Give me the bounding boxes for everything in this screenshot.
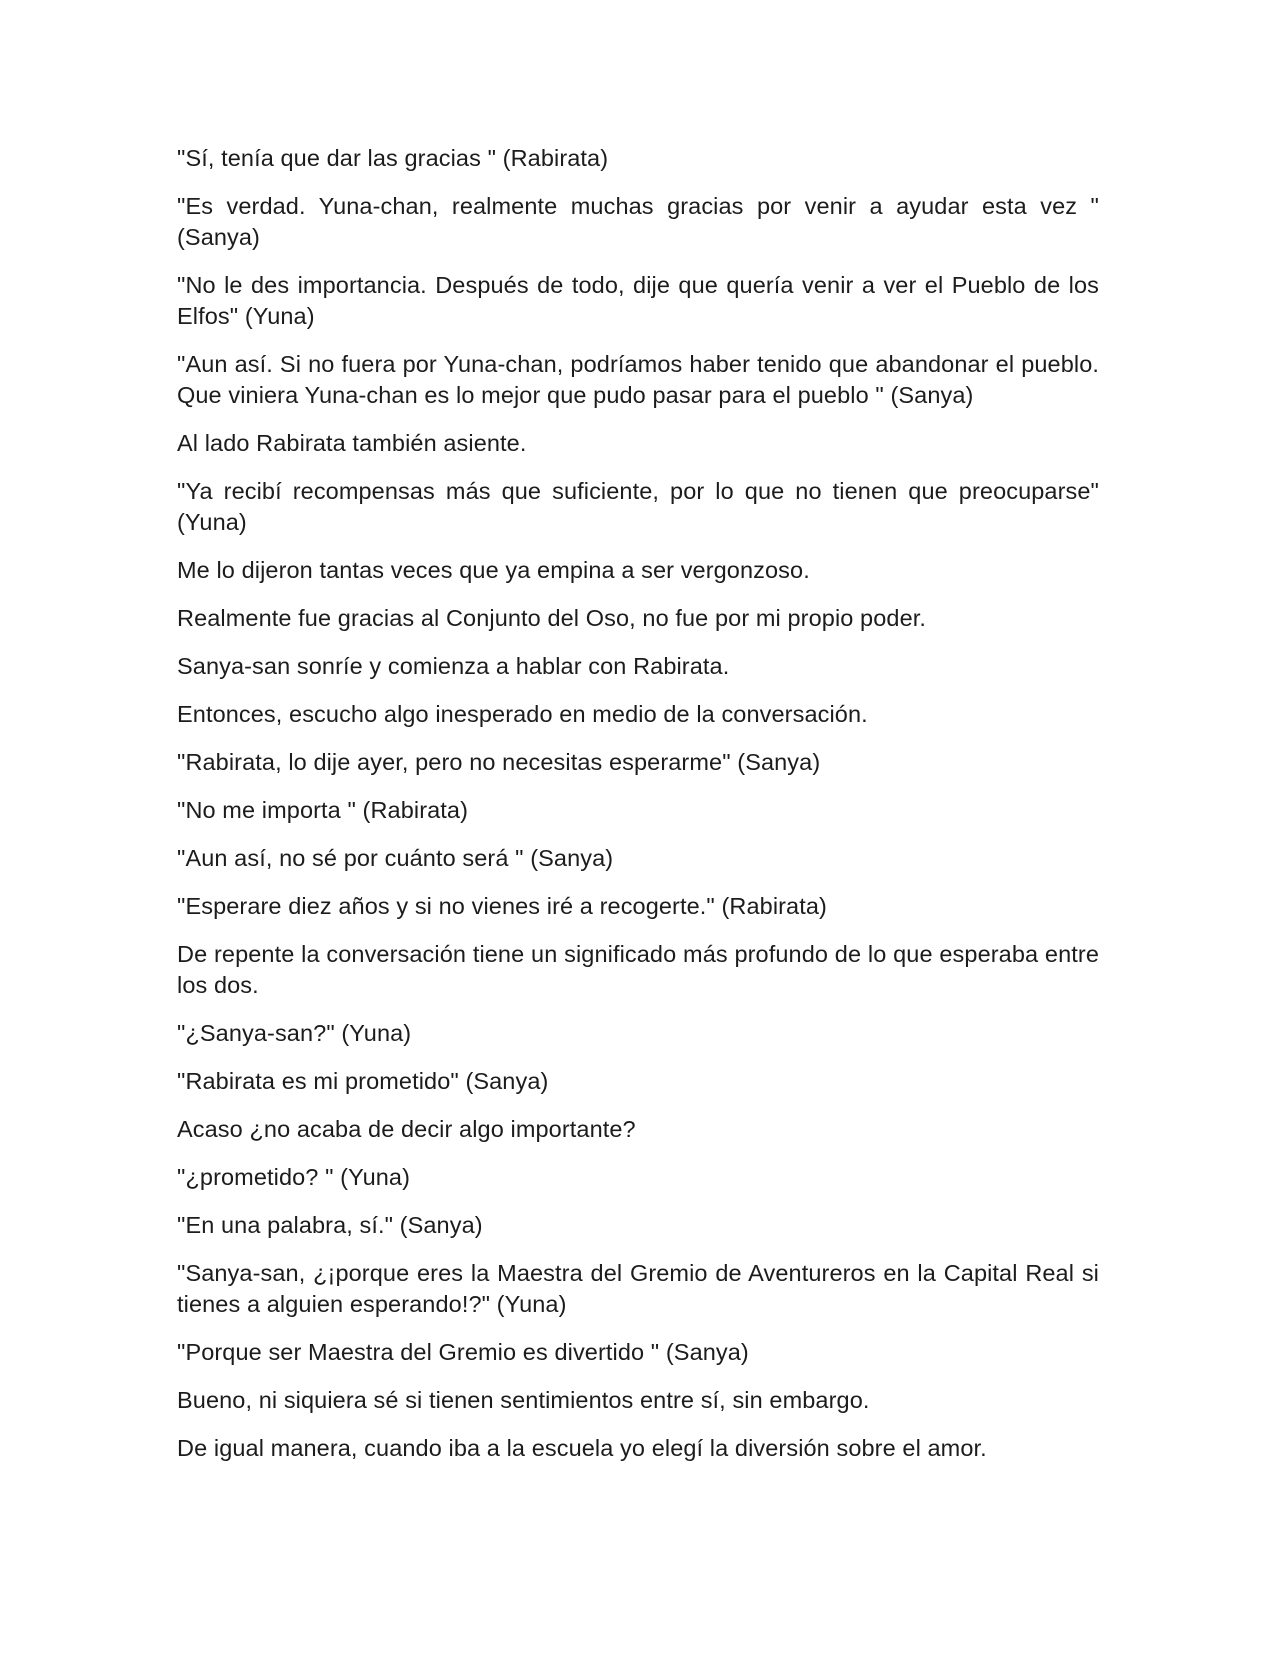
paragraph: "En una palabra, sí." (Sanya) [177,1212,483,1238]
paragraph: De repente la conversación tiene un significado más profundo de lo que esperaba entre los dos. [177,941,1099,998]
paragraph: "No le des importancia. Después de todo, dije que quería venir a ver el Pueblo de los Elfos" (Yuna) [177,272,1099,329]
paragraph: De igual manera, cuando iba a la escuela yo elegí la diversión sobre el amor. [177,1435,987,1461]
paragraph: "Aun así. Si no fuera por Yuna-chan, podríamos haber tenido que abandonar el pueblo. Que viniera Yuna-chan es lo mejor que pudo pasar para el pueblo " (Sanya) [177,351,1099,408]
paragraph: "Porque ser Maestra del Gremio es divertido " (Sanya) [177,1339,749,1365]
paragraph: "Aun así, no sé por cuánto será " (Sanya) [177,845,614,871]
paragraph: "¿prometido? " (Yuna) [177,1164,411,1190]
paragraph: Acaso ¿no acaba de decir algo importante? [177,1116,636,1142]
paragraph: "Sí, tenía que dar las gracias " (Rabirata) [177,145,609,171]
paragraph: Me lo dijeron tantas veces que ya empina a ser vergonzoso. [177,557,810,583]
body-text [177,143,1099,1481]
paragraph: "Sanya-san, ¿¡porque eres la Maestra del Gremio de Aventureros en la Capital Real si tienes a alguien esperando!?" (Yuna) [177,1260,1099,1317]
paragraph: "No me importa " (Rabirata) [177,797,469,823]
paragraph: "Rabirata es mi prometido" (Sanya) [177,1068,549,1094]
paragraph: Bueno, ni siquiera sé si tienen sentimientos entre sí, sin embargo. [177,1387,870,1413]
paragraph: Realmente fue gracias al Conjunto del Oso, no fue por mi propio poder. [177,605,926,631]
paragraph: "Rabirata, lo dije ayer, pero no necesitas esperarme" (Sanya) [177,749,821,775]
paragraph: "¿Sanya-san?" (Yuna) [177,1020,412,1046]
paragraph: Al lado Rabirata también asiente. [177,430,527,456]
paragraph: "Es verdad. Yuna-chan, realmente muchas gracias por venir a ayudar esta vez " (Sanya) [177,193,1099,250]
paragraph: "Ya recibí recompensas más que suficiente, por lo que no tienen que preocuparse" (Yuna) [177,478,1099,535]
paragraph: Sanya-san sonríe y comienza a hablar con Rabirata. [177,653,730,679]
paragraph: Entonces, escucho algo inesperado en medio de la conversación. [177,701,868,727]
paragraph: "Esperare diez años y si no vienes iré a recogerte." (Rabirata) [177,893,827,919]
